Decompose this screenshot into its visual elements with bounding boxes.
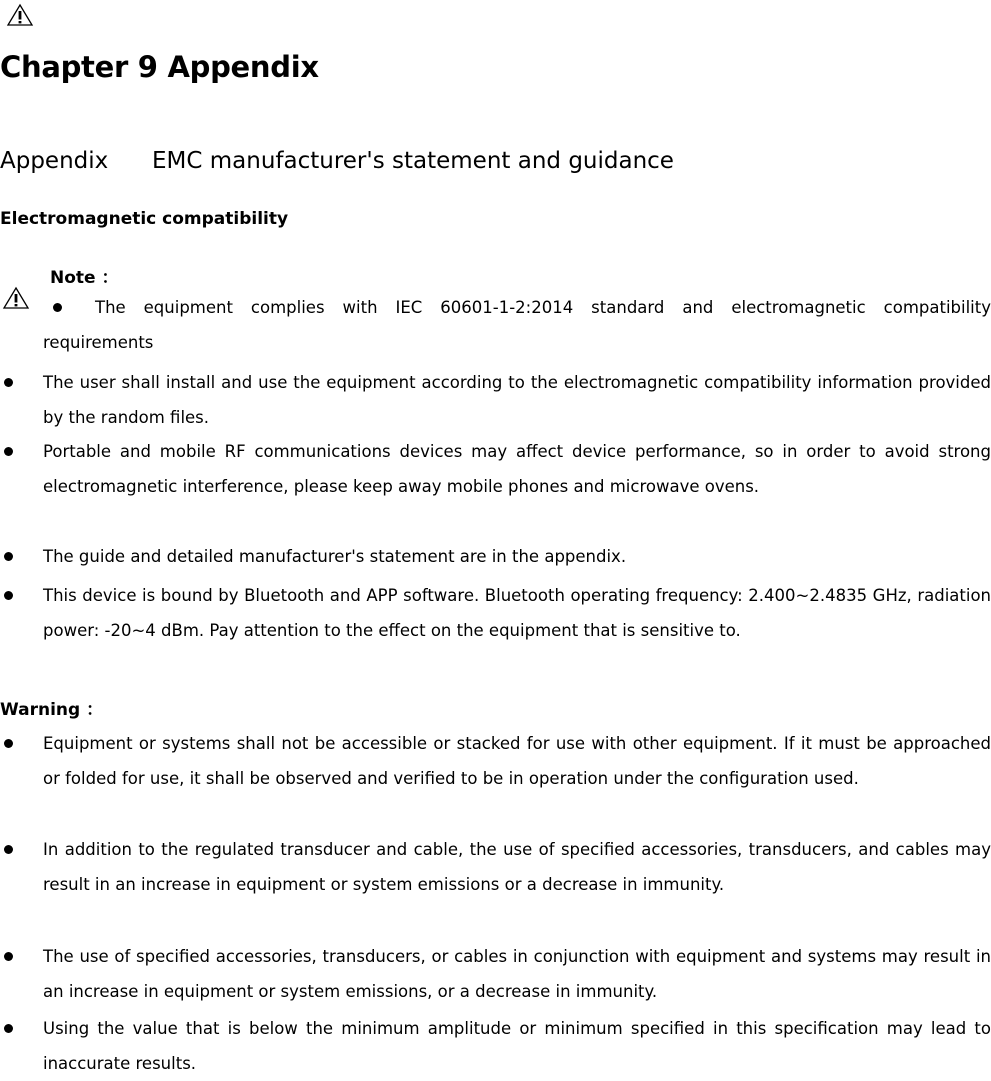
warning-item (0, 832, 991, 902)
note-item-text: Portable and mobile RF communications devices may affect device performance, so in order to avoid strong electromagnetic interference, please keep away mobile phones and microwave ovens. (43, 442, 991, 496)
warning-item (0, 1011, 991, 1081)
bullet-icon (4, 1024, 13, 1033)
warning-item-text: In addition to the regulated transducer and cable, the use of specified accessories, transducers, and cables may result in an increase in equipment or system emissions or a decrease in immunity. (43, 840, 991, 894)
section-title: Electromagnetic compatibility (0, 209, 289, 229)
note-item (0, 539, 991, 574)
bullet-icon (4, 952, 13, 961)
bullet-icon (4, 739, 13, 748)
note-label: Note ： (50, 268, 119, 288)
appendix-label: Appendix (0, 148, 109, 174)
warning-item-text: Equipment or systems shall not be accessible or stacked for use with other equipment. If it must be approached or folded for use, it shall be observed and verified to be in operation under the configuration used. (43, 734, 991, 788)
note-item-text: The equipment complies with IEC 60601-1-2:2014 standard and electromagnetic compatibility requirements (43, 298, 991, 352)
note-item-text: The guide and detailed manufacturer's statement are in the appendix. (43, 547, 627, 566)
bullet-icon (4, 591, 13, 600)
bullet-icon (4, 447, 13, 456)
warning-label: Warning ： (0, 700, 104, 720)
note-item-text: The user shall install and use the equipment according to the electromagnetic compatibility information provided by the random files. (43, 373, 991, 427)
warning-item (0, 726, 991, 796)
note-item (0, 365, 991, 435)
note-item (0, 290, 991, 360)
chapter-title: Chapter 9 Appendix (0, 50, 319, 84)
note-item (0, 578, 991, 648)
note-item-text: This device is bound by Bluetooth and APP software. Bluetooth operating frequency: 2.400~2.4835 GHz, radiation power: -20~4 dBm. Pay attention to the effect on the equipment that is sensitive to. (43, 586, 991, 640)
warning-item-text: Using the value that is below the minimum amplitude or minimum specified in this specification may lead to inaccurate results. (43, 1019, 991, 1073)
warning-item (0, 939, 991, 1009)
bullet-icon (4, 845, 13, 854)
warning-item-text: The use of specified accessories, transducers, or cables in conjunction with equipment and systems may result in an increase in equipment or system emissions, or a decrease in immunity. (43, 947, 991, 1001)
bullet-icon (53, 303, 62, 312)
bullet-icon (4, 378, 13, 387)
bullet-icon (4, 552, 13, 561)
appendix-heading (0, 148, 674, 174)
appendix-title: EMC manufacturer's statement and guidance (152, 148, 674, 174)
warning-triangle-icon (6, 3, 36, 29)
note-item (0, 434, 991, 504)
